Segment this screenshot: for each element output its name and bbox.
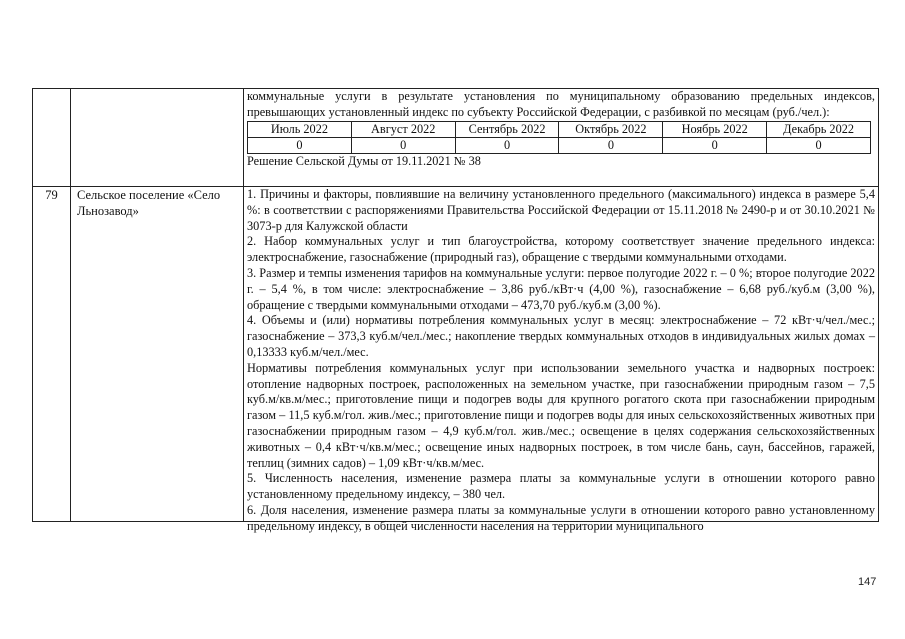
paragraph-1: 1. Причины и факторы, повлиявшие на величину установленного предельного (максимального) индекса в размере 5,4 %: в соответствии с распоряжениями Правительства Российской Федерации от 15.11.2018 № 2490-р и от 30.10.2021 № 3073-р для Калужской области [247, 187, 875, 233]
month-header: Октябрь 2022 [559, 121, 663, 137]
intro-text: коммунальные услуги в результате установления по муниципальному образованию предельных индексов, превышающих установленный индекс по субъекту Российской Федерации, с разбивкой по месяцам (руб./чел.): [247, 89, 875, 119]
month-value: 0 [663, 137, 767, 153]
month-value: 0 [248, 137, 352, 153]
description-cell [244, 187, 879, 533]
decision-reference: Решение Сельской Думы от 19.11.2021 № 38 [247, 153, 481, 168]
month-value: 0 [455, 137, 559, 153]
municipality-name: Сельское поселение «Село Льнозавод» [71, 187, 244, 522]
description-cell [244, 89, 879, 187]
tariff-table [32, 88, 879, 533]
paragraph-norms: Нормативы потребления коммунальных услуг при использовании земельного участка и надворных построек: отопление надворных построек, расположенных на земельном участке, при газоснабжении природным газом – 7,5 куб.м/кв.м/мес.; приготовление пищи и подогрев воды для крупного рогатого скота при газоснабжении природным газом – 11,5 куб.м/гол. жив./мес.; приготовление пищи и подогрев воды для иных сельскохозяйственных животных при газоснабжении природным газом – 4,9 куб.м/гол. жив./мес.; освещение в целях содержания сельскохозяйственных животных – 0,4 кВт·ч/кв.м/мес.; освещение иных надворных построек, в том числе бань, саун, бассейнов, гаражей, теплиц (зимних садов) – 1,09 кВт·ч/кв.м/мес. [247, 360, 875, 470]
paragraph-5: 5. Численность населения, изменение размера платы за коммунальные услуги в отношении которого равно установленному предельному индексу, – 380 чел. [247, 471, 875, 502]
description-body [247, 187, 875, 533]
paragraph-6: 6. Доля населения, изменение размера платы за коммунальные услуги в отношении которого равно установленному предельному индексу, в общей численности населения на территории муниципального [247, 502, 875, 533]
table-row [33, 187, 879, 522]
paragraph-2: 2. Набор коммунальных услуг и тип благоустройства, которому соответствует значение предельного индекса: электроснабжение, газоснабжение (природный газ), обращение с твердыми коммунальными отходами. [247, 234, 875, 265]
row-number: 79 [33, 187, 71, 522]
month-header: Июль 2022 [248, 121, 352, 137]
months-table [247, 121, 871, 154]
month-header: Август 2022 [351, 121, 455, 137]
month-value: 0 [559, 137, 663, 153]
month-value: 0 [351, 137, 455, 153]
months-header-row [248, 121, 871, 137]
month-header: Декабрь 2022 [767, 121, 871, 137]
row-number-cell-empty [33, 89, 71, 187]
month-value: 0 [767, 137, 871, 153]
months-values-row [248, 137, 871, 153]
table-row [33, 89, 879, 187]
month-header: Сентябрь 2022 [455, 121, 559, 137]
page-number: 147 [858, 576, 877, 588]
month-header: Ноябрь 2022 [663, 121, 767, 137]
paragraph-4: 4. Объемы и (или) нормативы потребления коммунальных услуг в месяц: электроснабжение – 72 кВт·ч/чел./мес.; газоснабжение – 373,3 куб.м/чел./мес.; накопление твердых коммунальных отходов в индивидуальных жилых домах – 0,13333 куб.м/чел./мес. [247, 313, 875, 359]
municipality-cell-empty [71, 89, 244, 187]
paragraph-3: 3. Размер и темпы изменения тарифов на коммунальные услуги: первое полугодие 2022 г. – 0 %; второе полугодие 2022 г. – 5,4 %, в том числе: электроснабжение – 3,86 руб./кВт·ч (4,00 %), газоснабжение – 6,68 руб./куб.м (3,00 %), обращение с твердыми коммунальными отходами – 473,70 руб./куб.м (3,00 %). [247, 265, 875, 312]
